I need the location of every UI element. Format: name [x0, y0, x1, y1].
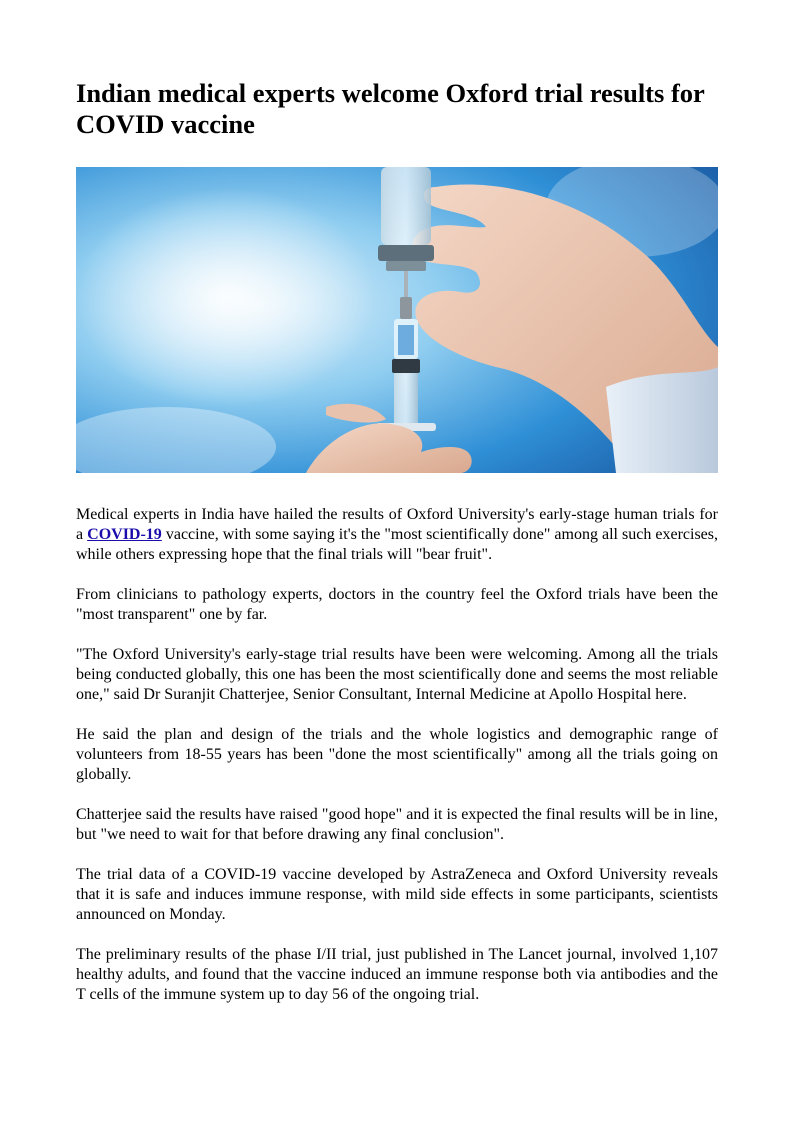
paragraph: He said the plan and design of the trials and the whole logistics and demographic range of volunteers from 18-55 years has been "done the most scientifically" among all the trials going on globally.	[76, 726, 718, 783]
article-title: Indian medical experts welcome Oxford trial results for COVID vaccine	[76, 78, 705, 139]
paragraph-text: vaccine, with some saying it's the "most scientifically done" among all such exercises, while others expressing hope that the final trials will "bear fruit".	[76, 526, 718, 563]
hero-image	[76, 167, 718, 473]
paragraph	[76, 505, 718, 565]
paragraph: "The Oxford University's early-stage trial results have been were welcoming. Among all the trials being conducted globally, this one has been the most scientifically done and seems the most reliable one," said Dr Suranjit Chatterjee, Senior Consultant, Internal Medicine at Apollo Hospital here.	[76, 646, 718, 703]
vaccine-photo	[76, 167, 718, 473]
paragraph: Chatterjee said the results have raised "good hope" and it is expected the final results will be in line, but "we need to wait for that before drawing any final conclusion".	[76, 806, 718, 843]
paragraph: From clinicians to pathology experts, doctors in the country feel the Oxford trials have been the "most transparent" one by far.	[76, 586, 718, 623]
article-body	[76, 505, 718, 1025]
paragraph: The preliminary results of the phase I/II trial, just published in The Lancet journal, involved 1,107 healthy adults, and found that the vaccine induced an immune response both via antibodies and the T cells of the immune system up to day 56 of the ongoing trial.	[76, 946, 718, 1003]
paragraph: The trial data of a COVID-19 vaccine developed by AstraZeneca and Oxford University reveals that it is safe and induces immune response, with mild side effects in some participants, scientists announced on Monday.	[76, 866, 718, 923]
paragraph-text: Medical experts in India have hailed the results of Oxford University's early-stage human trials for a	[76, 506, 718, 543]
covid-19-link[interactable]: COVID-19	[87, 526, 162, 543]
